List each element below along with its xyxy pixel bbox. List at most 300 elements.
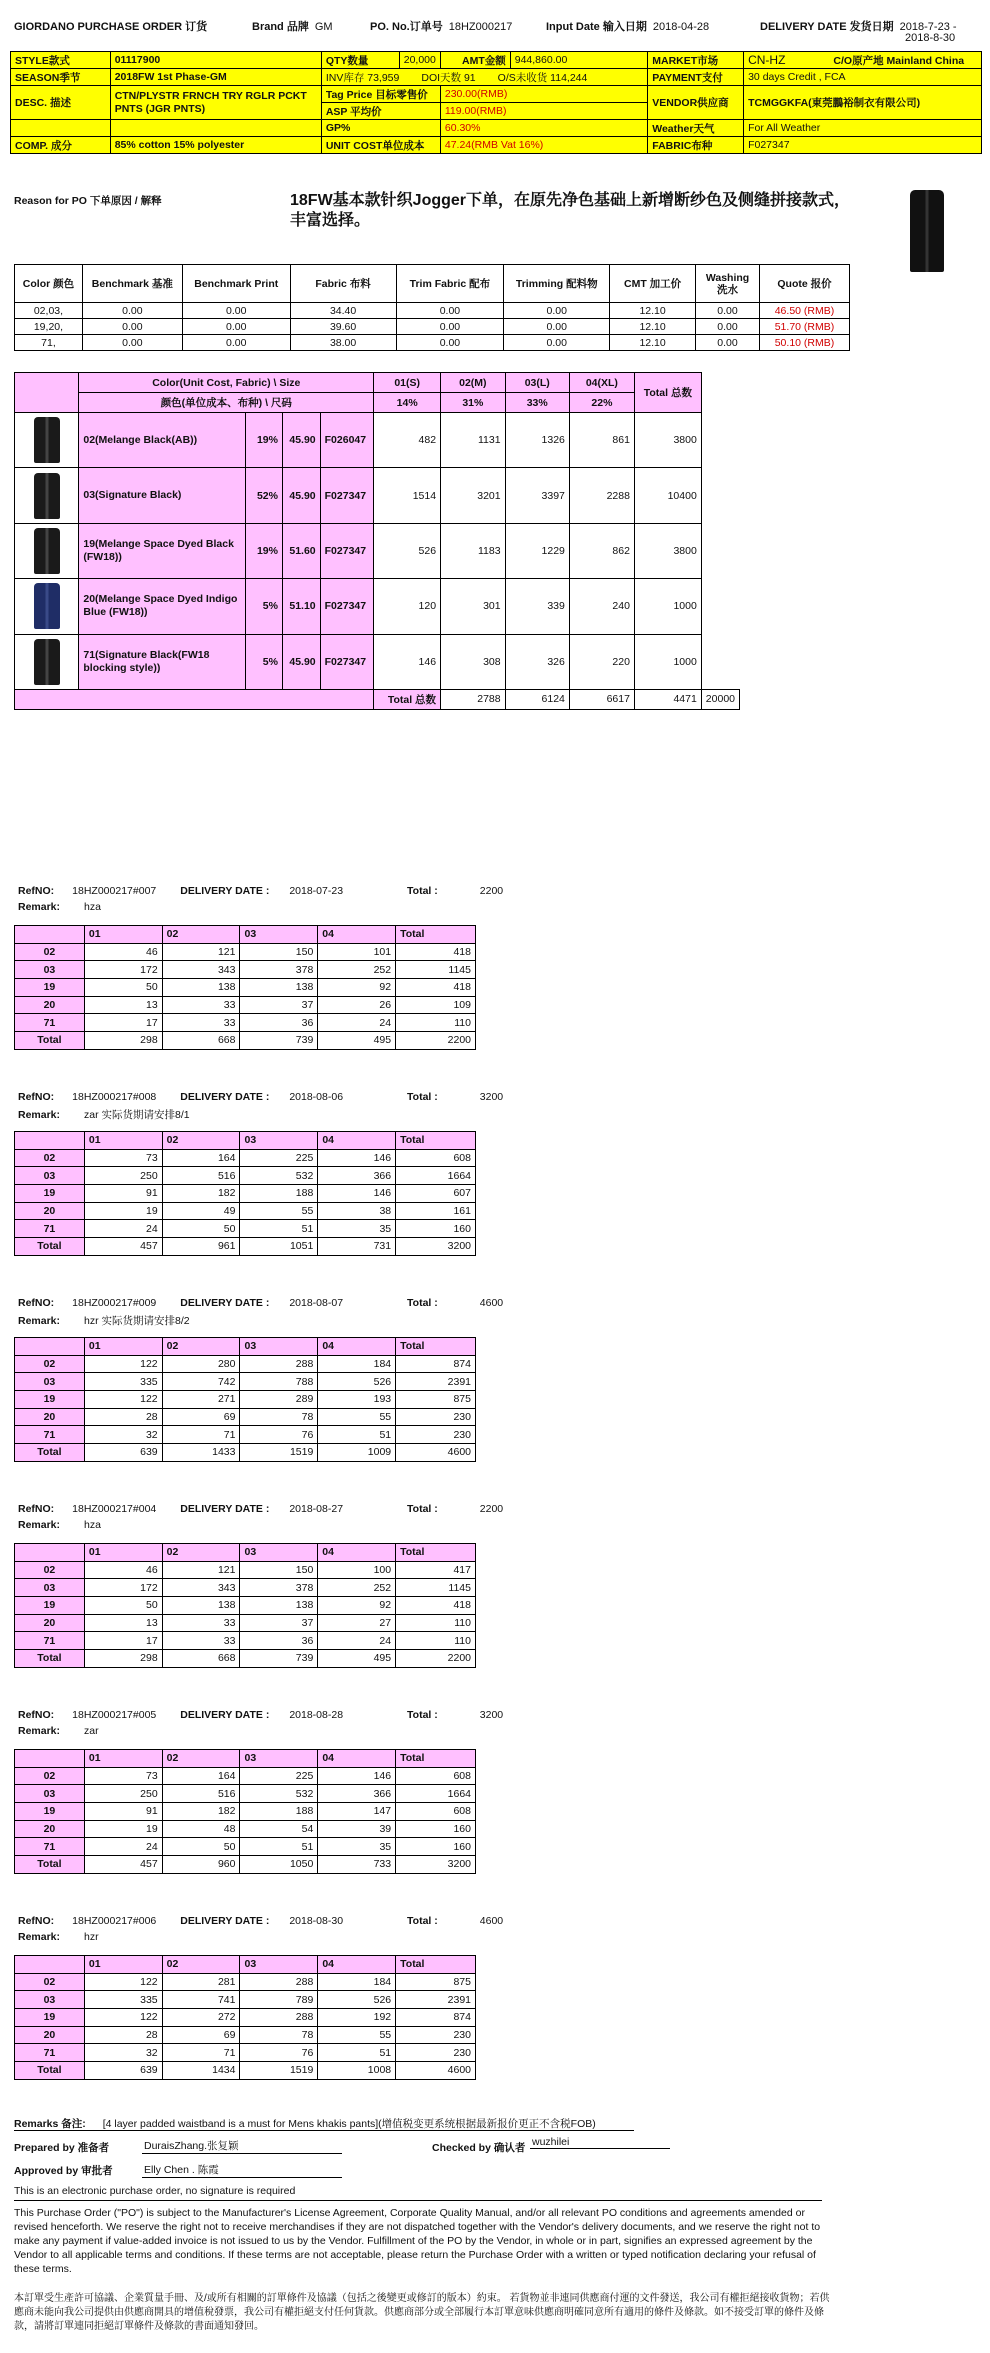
- grand-total-all: 20000: [701, 689, 739, 709]
- terms-chinese: 本訂單受生產許可協議、企業質量手冊、及/或所有相關的訂單條件及協議（包括之後變更或修訂的版本）約束。 若貨物並非連同供應商付運的文件發送，我公司有權拒絕接收貨物；若供應商未能向我公司提供由供應商開具的增值稅發票，我公司有權拒絕支付任何貨款。供應商部分或全部履行本訂單意味供應商明確同意所有適用的條件及條款。如不接受訂單的條件及條款，請將訂單連同拒絕訂單條件及條款的書面通知發回。: [14, 2293, 830, 2332]
- delivery-ref-line: [18, 1503, 503, 1515]
- delivery-qty: 335: [84, 1373, 162, 1391]
- delivery-qty: 608: [396, 1149, 476, 1167]
- delivery-qty: 24: [318, 1632, 396, 1650]
- delivery-qty: 100: [318, 1561, 396, 1579]
- delivery-size-table: [14, 925, 476, 1050]
- cost-cell: 0.00: [182, 335, 290, 351]
- amt-label: AMT金额: [440, 52, 510, 69]
- cost-cell: 12.10: [610, 335, 696, 351]
- color-unit-cost: 45.90: [282, 413, 320, 468]
- delivery-row: [15, 1597, 476, 1615]
- checked-label: Checked by 确认者: [432, 2142, 526, 2154]
- delivery-qty: 160: [396, 1820, 476, 1838]
- delivery-qty: 516: [162, 1167, 240, 1185]
- pants-swatch-icon: [34, 528, 60, 574]
- color-fabric: F027347: [320, 468, 374, 523]
- delivery-row: [15, 996, 476, 1014]
- color-fabric: F026047: [320, 413, 374, 468]
- size-qty: 1131: [441, 413, 506, 468]
- delivery-row: [15, 1202, 476, 1220]
- size-qty: 862: [569, 523, 634, 578]
- cost-cell: 0.00: [182, 303, 290, 319]
- cost-header-6: CMT 加工价: [610, 265, 696, 303]
- delivery-total-value: 2200: [479, 1503, 504, 1515]
- delivery-qty: 101: [318, 943, 396, 961]
- color-percent: 19%: [245, 523, 282, 578]
- refno-value: 18HZ000217#005: [72, 1709, 157, 1721]
- size-qty: 1229: [505, 523, 569, 578]
- delivery-remark-line: [18, 901, 101, 913]
- delivery-qty: 250: [84, 1167, 162, 1185]
- delivery-ref-line: [18, 885, 503, 897]
- delivery-size-table: [14, 1337, 476, 1462]
- delivery-col-header: 03: [240, 926, 318, 944]
- size-ratio-0: 14%: [374, 393, 441, 413]
- color-percent: 5%: [245, 579, 282, 634]
- refno-label: RefNO:: [18, 1297, 55, 1309]
- delivery-color-code: 20: [15, 1408, 85, 1426]
- remarks-row: Remarks 备注: [4 layer padded waistband is a must for Mens khakis pants](增值税变更系统根据最新报价更正不含税FOB): [14, 2118, 596, 2130]
- delivery-color-code: 71: [15, 1426, 85, 1444]
- weather-label: Weather天气: [648, 120, 744, 137]
- delivery-row: [15, 1220, 476, 1238]
- delivery-qty: 335: [84, 1991, 162, 2009]
- delivery-qty: 639: [84, 1444, 162, 1462]
- delivery-qty: 122: [84, 1355, 162, 1373]
- delivery-qty: 39: [318, 1820, 396, 1838]
- delivery-header-row: [15, 926, 476, 944]
- delivery-qty: 138: [240, 979, 318, 997]
- size-qty: 3397: [505, 468, 569, 523]
- product-thumbnail: [910, 190, 944, 272]
- cost-cell: 12.10: [610, 319, 696, 335]
- color-percent: 5%: [245, 634, 282, 689]
- size-qty: 2288: [569, 468, 634, 523]
- delivery-date-value: 2018-08-30: [289, 1915, 344, 1927]
- delivery-total-label: Total :: [407, 1709, 438, 1721]
- remark-label: Remark:: [18, 1931, 61, 1943]
- pants-swatch-icon: [34, 473, 60, 519]
- delivery-qty: 4600: [396, 2062, 476, 2080]
- delivery-color-code: Total: [15, 1032, 85, 1050]
- delivery-qty: 17: [84, 1014, 162, 1032]
- size-row: [15, 468, 740, 523]
- delivery-qty: 343: [162, 961, 240, 979]
- delivery-color-code: 02: [15, 1973, 85, 1991]
- delivery-color-code: 71: [15, 2044, 85, 2062]
- checked-value: wuzhilei: [530, 2136, 670, 2149]
- delivery-qty: 668: [162, 1650, 240, 1668]
- delivery-size-table: [14, 1955, 476, 2080]
- delivery-date-value: 2018-08-27: [289, 1503, 344, 1515]
- size-qty: 1183: [441, 523, 506, 578]
- delivery-qty: 33: [162, 1632, 240, 1650]
- delivery-qty: 26: [318, 996, 396, 1014]
- qty-value: 20,000: [399, 52, 440, 69]
- delivery-col-header: Total: [396, 1544, 476, 1562]
- remark-value: hza: [84, 901, 101, 913]
- pants-swatch-icon: [34, 417, 60, 463]
- delivery-row: [15, 1373, 476, 1391]
- delivery-row: [15, 1820, 476, 1838]
- swatch-cell: [15, 634, 79, 689]
- delivery-qty: 961: [162, 1238, 240, 1256]
- delivery-date-value: 2018-08-28: [289, 1709, 344, 1721]
- delivery-color-code: 02: [15, 1149, 85, 1167]
- delivery-date-label: DELIVERY DATE :: [180, 1915, 270, 1927]
- size-row: [15, 413, 740, 468]
- delivery-row: [15, 2062, 476, 2080]
- delivery-col-header: 04: [318, 926, 396, 944]
- color-name: 20(Melange Space Dyed Indigo Blue (FW18)): [79, 579, 245, 634]
- delivery-qty: 51: [318, 2044, 396, 2062]
- cost-cell: 02,03,: [15, 303, 83, 319]
- delivery-ref-line: [18, 1091, 503, 1103]
- cost-header-2: Benchmark Print: [182, 265, 290, 303]
- color-unit-cost: 45.90: [282, 634, 320, 689]
- delivery-qty: 874: [396, 1355, 476, 1373]
- delivery-row: [15, 1408, 476, 1426]
- delivery-row: [15, 1856, 476, 1874]
- delivery-row: [15, 1650, 476, 1668]
- delivery-color-code: 19: [15, 1391, 85, 1409]
- delivery-col-header: 02: [162, 926, 240, 944]
- size-ratio-3: 22%: [569, 393, 634, 413]
- delivery-qty: 76: [240, 1426, 318, 1444]
- delivery-qty: 73: [84, 1767, 162, 1785]
- amt-value: 944,860.00: [510, 52, 647, 69]
- delivery-qty: 36: [240, 1014, 318, 1032]
- style-value: 01117900: [110, 52, 321, 69]
- delivery-qty: 741: [162, 1991, 240, 2009]
- delivery-qty: 37: [240, 996, 318, 1014]
- delivery-row: [15, 1838, 476, 1856]
- delivery-qty: 49: [162, 1202, 240, 1220]
- size-ratio-1: 31%: [441, 393, 506, 413]
- delivery-qty: 182: [162, 1803, 240, 1821]
- delivery-row: [15, 1614, 476, 1632]
- refno-label: RefNO:: [18, 1091, 55, 1103]
- size-qty: 861: [569, 413, 634, 468]
- remark-label: Remark:: [18, 1725, 61, 1737]
- delivery-qty: 526: [318, 1991, 396, 2009]
- delivery-qty: 495: [318, 1650, 396, 1668]
- delivery-col-header: 01: [84, 1750, 162, 1768]
- refno-value: 18HZ000217#006: [72, 1915, 157, 1927]
- delivery-color-code: 19: [15, 1597, 85, 1615]
- color-percent: 52%: [245, 468, 282, 523]
- delivery-qty: 1008: [318, 2062, 396, 2080]
- delivery-qty: 184: [318, 1355, 396, 1373]
- unit-cost-value: 47.24(RMB Vat 16%): [440, 137, 647, 154]
- delivery-color-code: 20: [15, 996, 85, 1014]
- delivery-size-table: [14, 1543, 476, 1668]
- delivery-qty: 147: [318, 1803, 396, 1821]
- size-qty: 120: [374, 579, 441, 634]
- delivery-qty: 230: [396, 2026, 476, 2044]
- delivery-date-value: 2018-08-06: [289, 1091, 344, 1103]
- cost-cell: 0.00: [82, 335, 182, 351]
- delivery-qty: 608: [396, 1803, 476, 1821]
- delivery-qty: 366: [318, 1167, 396, 1185]
- cost-cell: 0.00: [82, 319, 182, 335]
- delivery-color-code: 20: [15, 1202, 85, 1220]
- delivery-col-header: 03: [240, 1132, 318, 1150]
- remark-value: hzr: [84, 1931, 99, 1943]
- delivery-qty: 150: [240, 943, 318, 961]
- comp-value: 85% cotton 15% polyester: [110, 137, 321, 154]
- delivery-qty: 150: [240, 1561, 318, 1579]
- size-qty: 339: [505, 579, 569, 634]
- refno-label: RefNO:: [18, 885, 55, 897]
- delivery-remark-line: [18, 1931, 99, 1943]
- color-fabric: F027347: [320, 523, 374, 578]
- delivery-color-code: Total: [15, 2062, 85, 2080]
- delivery-qty: 252: [318, 1579, 396, 1597]
- delivery-col-header: [15, 1132, 85, 1150]
- delivery-qty: 742: [162, 1373, 240, 1391]
- delivery-remark-line: [18, 1519, 101, 1531]
- delivery-qty: 271: [162, 1391, 240, 1409]
- delivery-qty: 172: [84, 1579, 162, 1597]
- vendor-value: TCMGGKFA(東莞鵬裕制衣有限公司): [744, 86, 982, 120]
- electronic-note: This is an electronic purchase order, no signature is required: [14, 2185, 296, 2197]
- delivery-qty: 532: [240, 1167, 318, 1185]
- delivery-qty: 731: [318, 1238, 396, 1256]
- delivery-date-label: DELIVERY DATE :: [180, 885, 270, 897]
- delivery-qty: 516: [162, 1785, 240, 1803]
- delivery-col-header: 02: [162, 1750, 240, 1768]
- delivery-col-header: Total: [396, 926, 476, 944]
- delivery-col-header: 02: [162, 1544, 240, 1562]
- delivery-color-code: Total: [15, 1238, 85, 1256]
- delivery-qty: 182: [162, 1185, 240, 1203]
- delivery-qty: 193: [318, 1391, 396, 1409]
- delivery-qty: 250: [84, 1785, 162, 1803]
- delivery-row: [15, 1391, 476, 1409]
- delivery-col-header: Total: [396, 1956, 476, 1974]
- delivery-total-value: 2200: [479, 885, 504, 897]
- cost-cell: 12.10: [610, 303, 696, 319]
- delivery-qty: 1433: [162, 1444, 240, 1462]
- color-total: 1000: [634, 634, 701, 689]
- size-qty: 526: [374, 523, 441, 578]
- cost-cell: 0.00: [82, 303, 182, 319]
- delivery-color-code: 03: [15, 1167, 85, 1185]
- delivery-qty: 73: [84, 1149, 162, 1167]
- delivery-col-header: [15, 1544, 85, 1562]
- delivery-col-header: 02: [162, 1338, 240, 1356]
- delivery-color-code: Total: [15, 1444, 85, 1462]
- delivery-row: [15, 1632, 476, 1650]
- delivery-qty: 960: [162, 1856, 240, 1874]
- delivery-qty: 3200: [396, 1238, 476, 1256]
- delivery-qty: 188: [240, 1803, 318, 1821]
- size-qty: 240: [569, 579, 634, 634]
- delivery-total-value: 4600: [479, 1297, 504, 1309]
- delivery-qty: 109: [396, 996, 476, 1014]
- input-date-field: Input Date 输入日期 2018-04-28: [546, 21, 710, 33]
- weather-value: For All Weather: [744, 120, 982, 137]
- delivery-qty: 33: [162, 1614, 240, 1632]
- delivery-row: [15, 1355, 476, 1373]
- delivery-qty: 378: [240, 961, 318, 979]
- delivery-row: [15, 961, 476, 979]
- delivery-qty: 71: [162, 1426, 240, 1444]
- grand-total-3: 4471: [634, 689, 701, 709]
- delivery-col-header: 01: [84, 1338, 162, 1356]
- delivery-qty: 146: [318, 1767, 396, 1785]
- delivery-row: [15, 1426, 476, 1444]
- delivery-date-label: DELIVERY DATE :: [180, 1709, 270, 1721]
- delivery-row: [15, 1014, 476, 1032]
- delivery-qty: 298: [84, 1650, 162, 1668]
- color-total: 3800: [634, 413, 701, 468]
- fabric-value: F027347: [744, 137, 982, 154]
- style-label: STYLE款式: [11, 52, 111, 69]
- delivery-qty: 192: [318, 2009, 396, 2027]
- size-table-title: Color(Unit Cost, Fabric) \ Size: [79, 373, 374, 393]
- delivery-remark-line: [18, 1313, 190, 1328]
- size-qty: 1514: [374, 468, 441, 523]
- cost-cell: 38.00: [290, 335, 396, 351]
- delivery-qty: 532: [240, 1785, 318, 1803]
- size-qty: 482: [374, 413, 441, 468]
- delivery-qty: 875: [396, 1391, 476, 1409]
- delivery-total-value: 4600: [479, 1915, 504, 1927]
- cost-cell: 19,20,: [15, 319, 83, 335]
- cost-cell: 46.50 (RMB): [759, 303, 849, 319]
- delivery-qty: 4600: [396, 1444, 476, 1462]
- delivery-qty: 17: [84, 1632, 162, 1650]
- delivery-qty: 230: [396, 1408, 476, 1426]
- delivery-qty: 378: [240, 1579, 318, 1597]
- refno-label: RefNO:: [18, 1503, 55, 1515]
- gp-label: GP%: [321, 120, 440, 137]
- delivery-qty: 138: [240, 1597, 318, 1615]
- delivery-row: [15, 2009, 476, 2027]
- delivery-total-label: Total :: [407, 1503, 438, 1515]
- delivery-col-header: 01: [84, 1956, 162, 1974]
- delivery-qty: 225: [240, 1767, 318, 1785]
- remark-value: zar: [84, 1725, 99, 1737]
- color-total: 10400: [634, 468, 701, 523]
- cost-cell: 39.60: [290, 319, 396, 335]
- pants-swatch-icon: [34, 583, 60, 629]
- delivery-size-table: [14, 1131, 476, 1256]
- delivery-qty: 46: [84, 943, 162, 961]
- delivery-col-header: 04: [318, 1956, 396, 1974]
- grand-total-1: 6124: [505, 689, 569, 709]
- delivery-qty: 288: [240, 1355, 318, 1373]
- reason-label: Reason for PO 下单原因 / 解释: [14, 195, 162, 207]
- company-title: GIORDANO PURCHASE ORDER 订货: [14, 21, 208, 33]
- delivery-remark-line: [18, 1725, 99, 1737]
- delivery-qty: 146: [318, 1185, 396, 1203]
- delivery-row: [15, 1032, 476, 1050]
- delivery-qty: 71: [162, 2044, 240, 2062]
- delivery-qty: 875: [396, 1973, 476, 1991]
- approved-label: Approved by 审批者: [14, 2165, 113, 2177]
- delivery-color-code: Total: [15, 1650, 85, 1668]
- delivery-remark-line: [18, 1107, 190, 1122]
- delivery-qty: 54: [240, 1820, 318, 1838]
- delivery-qty: 51: [240, 1220, 318, 1238]
- delivery-qty: 78: [240, 1408, 318, 1426]
- color-name: 02(Melange Black(AB)): [79, 413, 245, 468]
- cost-header-0: Color 颜色: [15, 265, 83, 303]
- delivery-header-row: [15, 1338, 476, 1356]
- delivery-qty: 1145: [396, 1579, 476, 1597]
- delivery-total-label: Total :: [407, 1915, 438, 1927]
- delivery-col-header: Total: [396, 1132, 476, 1150]
- size-qty: 146: [374, 634, 441, 689]
- delivery-color-code: 20: [15, 2026, 85, 2044]
- delivery-col-header: Total: [396, 1750, 476, 1768]
- cost-cell: 0.00: [396, 335, 504, 351]
- delivery-qty: 48: [162, 1820, 240, 1838]
- delivery-row: [15, 1973, 476, 1991]
- grand-total-0: 2788: [441, 689, 506, 709]
- delivery-color-code: 02: [15, 1561, 85, 1579]
- delivery-row: [15, 1149, 476, 1167]
- delivery-qty: 19: [84, 1202, 162, 1220]
- delivery-color-code: 71: [15, 1220, 85, 1238]
- remark-value: hzr 实际货期请安排8/2: [84, 1315, 190, 1327]
- payment-value: 30 days Credit , FCA: [744, 69, 982, 86]
- size-table-corner: [15, 373, 79, 413]
- prepared-label: Prepared by 准备者: [14, 2142, 110, 2154]
- size-qty: 1326: [505, 413, 569, 468]
- delivery-qty: 343: [162, 1579, 240, 1597]
- delivery-qty: 639: [84, 2062, 162, 2080]
- desc-value: CTN/PLYSTR FRNCH TRY RGLR PCKT PNTS (JGR PNTS): [110, 86, 321, 120]
- cost-header-4: Trim Fabric 配布: [396, 265, 504, 303]
- comp-label: COMP. 成分: [11, 137, 111, 154]
- asp-label: ASP 平均价: [321, 103, 440, 120]
- delivery-qty: 35: [318, 1838, 396, 1856]
- delivery-size-table: [14, 1749, 476, 1874]
- delivery-qty: 188: [240, 1185, 318, 1203]
- delivery-color-code: 20: [15, 1820, 85, 1838]
- cost-cell: 0.00: [182, 319, 290, 335]
- delivery-qty: 13: [84, 996, 162, 1014]
- delivery-col-header: Total: [396, 1338, 476, 1356]
- delivery-header-row: [15, 1956, 476, 1974]
- cost-header-3: Fabric 布料: [290, 265, 396, 303]
- delivery-qty: 33: [162, 1014, 240, 1032]
- inventory-cell: INV库存 73,959 DOI天数 91 O/S未收货 114,244: [321, 69, 647, 86]
- size-header-3: 04(XL): [569, 373, 634, 393]
- cost-row: [15, 319, 850, 335]
- delivery-row: [15, 2044, 476, 2062]
- refno-label: RefNO:: [18, 1915, 55, 1927]
- delivery-qty: 1664: [396, 1785, 476, 1803]
- season-value: 2018FW 1st Phase-GM: [110, 69, 321, 86]
- delivery-total-label: Total :: [407, 885, 438, 897]
- swatch-cell: [15, 579, 79, 634]
- delivery-qty: 110: [396, 1014, 476, 1032]
- delivery-col-header: 01: [84, 1132, 162, 1150]
- market-cell: CN-HZ C/O原产地 Mainland China: [744, 52, 982, 69]
- delivery-row: [15, 1238, 476, 1256]
- delivery-date-end: 2018-8-30: [905, 32, 956, 44]
- delivery-qty: 160: [396, 1220, 476, 1238]
- delivery-qty: 1145: [396, 961, 476, 979]
- delivery-qty: 418: [396, 943, 476, 961]
- prepared-value: DuraisZhang.张复颖: [142, 2138, 342, 2154]
